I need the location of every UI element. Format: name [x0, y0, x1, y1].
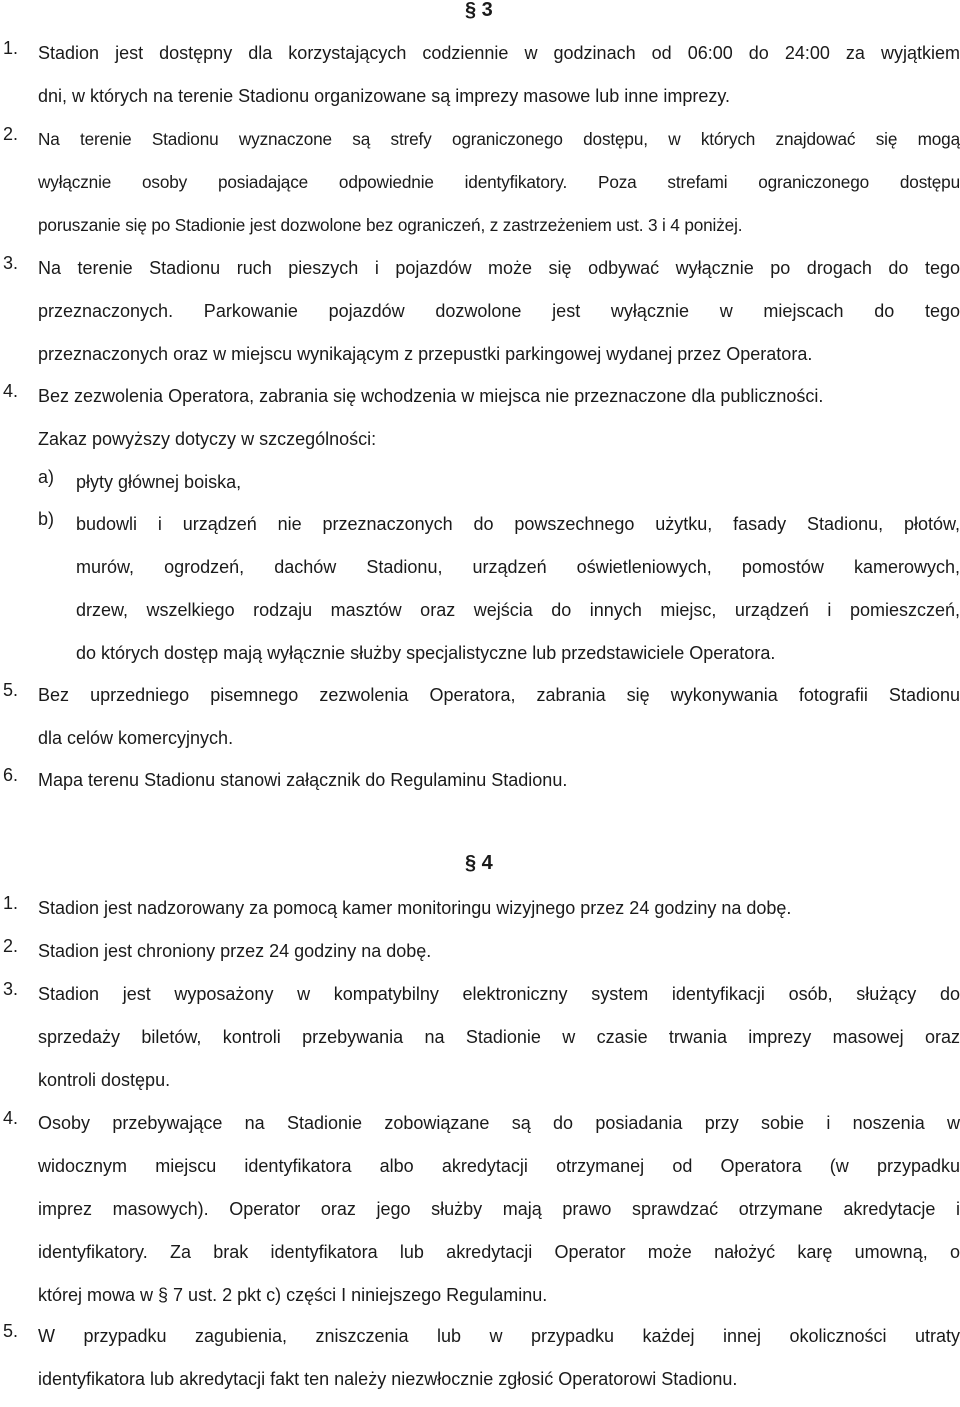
- text-line: Mapa terenu Stadionu stanowi załącznik do Regulaminu Stadionu.: [38, 770, 568, 790]
- section-3-item-3-number: 3.: [3, 253, 19, 273]
- section-3-item-5-number: 5.: [3, 680, 19, 700]
- section-3-item-3-text: [38, 253, 960, 382]
- text-line: drzew, wszelkiego rodzaju masztów oraz wejścia do innych miejsc, urządzeń i pomieszczeń,: [76, 600, 960, 620]
- section-4-heading: § 4: [465, 852, 493, 874]
- section-3-item-1-text: [38, 38, 960, 124]
- section-3-item-6-number: 6.: [3, 765, 19, 785]
- text-line: imprez masowych). Operator oraz jego służby mają prawo sprawdzać otrzymane akredytacje i: [38, 1199, 960, 1219]
- text-line: sprzedaży biletów, kontroli przebywania na Stadionie w czasie trwania imprezy masowej oraz: [38, 1027, 960, 1047]
- text-line: Osoby przebywające na Stadionie zobowiązane są do posiadania przy sobie i noszenia w: [38, 1113, 960, 1133]
- text-line: identyfikatory. Za brak identyfikatora lub akredytacji Operator może nałożyć karę umowną, o: [38, 1242, 960, 1262]
- text-line: przeznaczonych. Parkowanie pojazdów dozwolone jest wyłącznie w miejscach do tego: [38, 301, 960, 321]
- section-3-item-4-number: 4.: [3, 381, 19, 401]
- text-line: płyty głównej boiska,: [76, 472, 242, 492]
- section-4-item-1-text: [38, 893, 960, 936]
- text-line: dla celów komercyjnych.: [38, 728, 234, 748]
- section-3-item-b-letter: b): [38, 509, 55, 529]
- text-line: Na terenie Stadionu ruch pieszych i pojazdów może się odbywać wyłącznie po drogach do tego: [38, 258, 960, 278]
- section-3-item-5-text: [38, 680, 960, 766]
- section-4-item-4-text: [38, 1108, 960, 1323]
- section-3-item-a-letter: a): [38, 467, 55, 487]
- text-line: do których dostęp mają wyłącznie służby specjalistyczne lub przedstawiciele Operatora.: [76, 643, 776, 663]
- section-3-item-1-number: 1.: [3, 38, 19, 58]
- text-line: identyfikatora lub akredytacji fakt ten należy niezwłocznie zgłosić Operatorowi Stadionu.: [38, 1369, 738, 1389]
- text-line: poruszanie się po Stadionie jest dozwolone bez ograniczeń, z zastrzeżeniem ust. 3 i 4 poniżej.: [38, 215, 743, 235]
- section-4-item-3-text: [38, 979, 960, 1108]
- section-3-item-b-text: [76, 509, 960, 681]
- section-3-heading: § 3: [465, 0, 493, 21]
- text-line: Stadion jest nadzorowany za pomocą kamer monitoringu wizyjnego przez 24 godziny na dobę.: [38, 898, 792, 918]
- text-line: przeznaczonych oraz w miejscu wynikającym z przepustki parkingowej wydanej przez Operatora.: [38, 344, 813, 364]
- text-line: murów, ogrodzeń, dachów Stadionu, urządzeń oświetleniowych, pomostów kamerowych,: [76, 557, 960, 577]
- section-3-item-2-number: 2.: [3, 124, 19, 144]
- text-line: wyłącznie osoby posiadające odpowiednie identyfikatory. Poza strefami ograniczonego dostępu: [38, 172, 960, 192]
- section-4-item-5-text: [38, 1321, 960, 1407]
- text-line: Stadion jest dostępny dla korzystających codziennie w godzinach od 06:00 do 24:00 za wyjątkiem: [38, 43, 960, 63]
- text-line: Zakaz powyższy dotyczy w szczególności:: [38, 429, 377, 449]
- text-line: Stadion jest wyposażony w kompatybilny elektroniczny system identyfikacji osób, służący do: [38, 984, 960, 1004]
- section-3-item-6-text: [38, 765, 960, 808]
- section-4-item-2-number: 2.: [3, 936, 19, 956]
- section-4-item-1-number: 1.: [3, 893, 19, 913]
- text-line: W przypadku zagubienia, zniszczenia lub w przypadku każdej innej okoliczności utraty: [38, 1326, 960, 1346]
- section-4-item-2-text: [38, 936, 960, 979]
- text-line: Bez uprzedniego pisemnego zezwolenia Operatora, zabrania się wykonywania fotografii Stadionu: [38, 685, 960, 705]
- text-line: dni, w których na terenie Stadionu organizowane są imprezy masowe lub inne imprezy.: [38, 86, 731, 106]
- section-4-item-5-number: 5.: [3, 1321, 19, 1341]
- text-line: widocznym miejscu identyfikatora albo akredytacji otrzymanej od Operatora (w przypadku: [38, 1156, 960, 1176]
- text-line: Stadion jest chroniony przez 24 godziny na dobę.: [38, 941, 432, 961]
- section-3-item-2-text: [38, 124, 960, 253]
- text-line: Bez zezwolenia Operatora, zabrania się wchodzenia w miejsca nie przeznaczone dla publiczności.: [38, 386, 824, 406]
- section-4-item-4-number: 4.: [3, 1108, 19, 1128]
- text-line: Na terenie Stadionu wyznaczone są strefy ograniczonego dostępu, w których znajdować się mogą: [38, 129, 960, 149]
- text-line: której mowa w § 7 ust. 2 pkt c) części I niniejszego Regulaminu.: [38, 1285, 548, 1305]
- section-4-item-3-number: 3.: [3, 979, 19, 999]
- section-3-item-4-text: [38, 381, 960, 467]
- text-line: budowli i urządzeń nie przeznaczonych do powszechnego użytku, fasady Stadionu, płotów,: [76, 514, 960, 534]
- section-3-item-a-text: [76, 467, 960, 510]
- text-line: kontroli dostępu.: [38, 1070, 171, 1090]
